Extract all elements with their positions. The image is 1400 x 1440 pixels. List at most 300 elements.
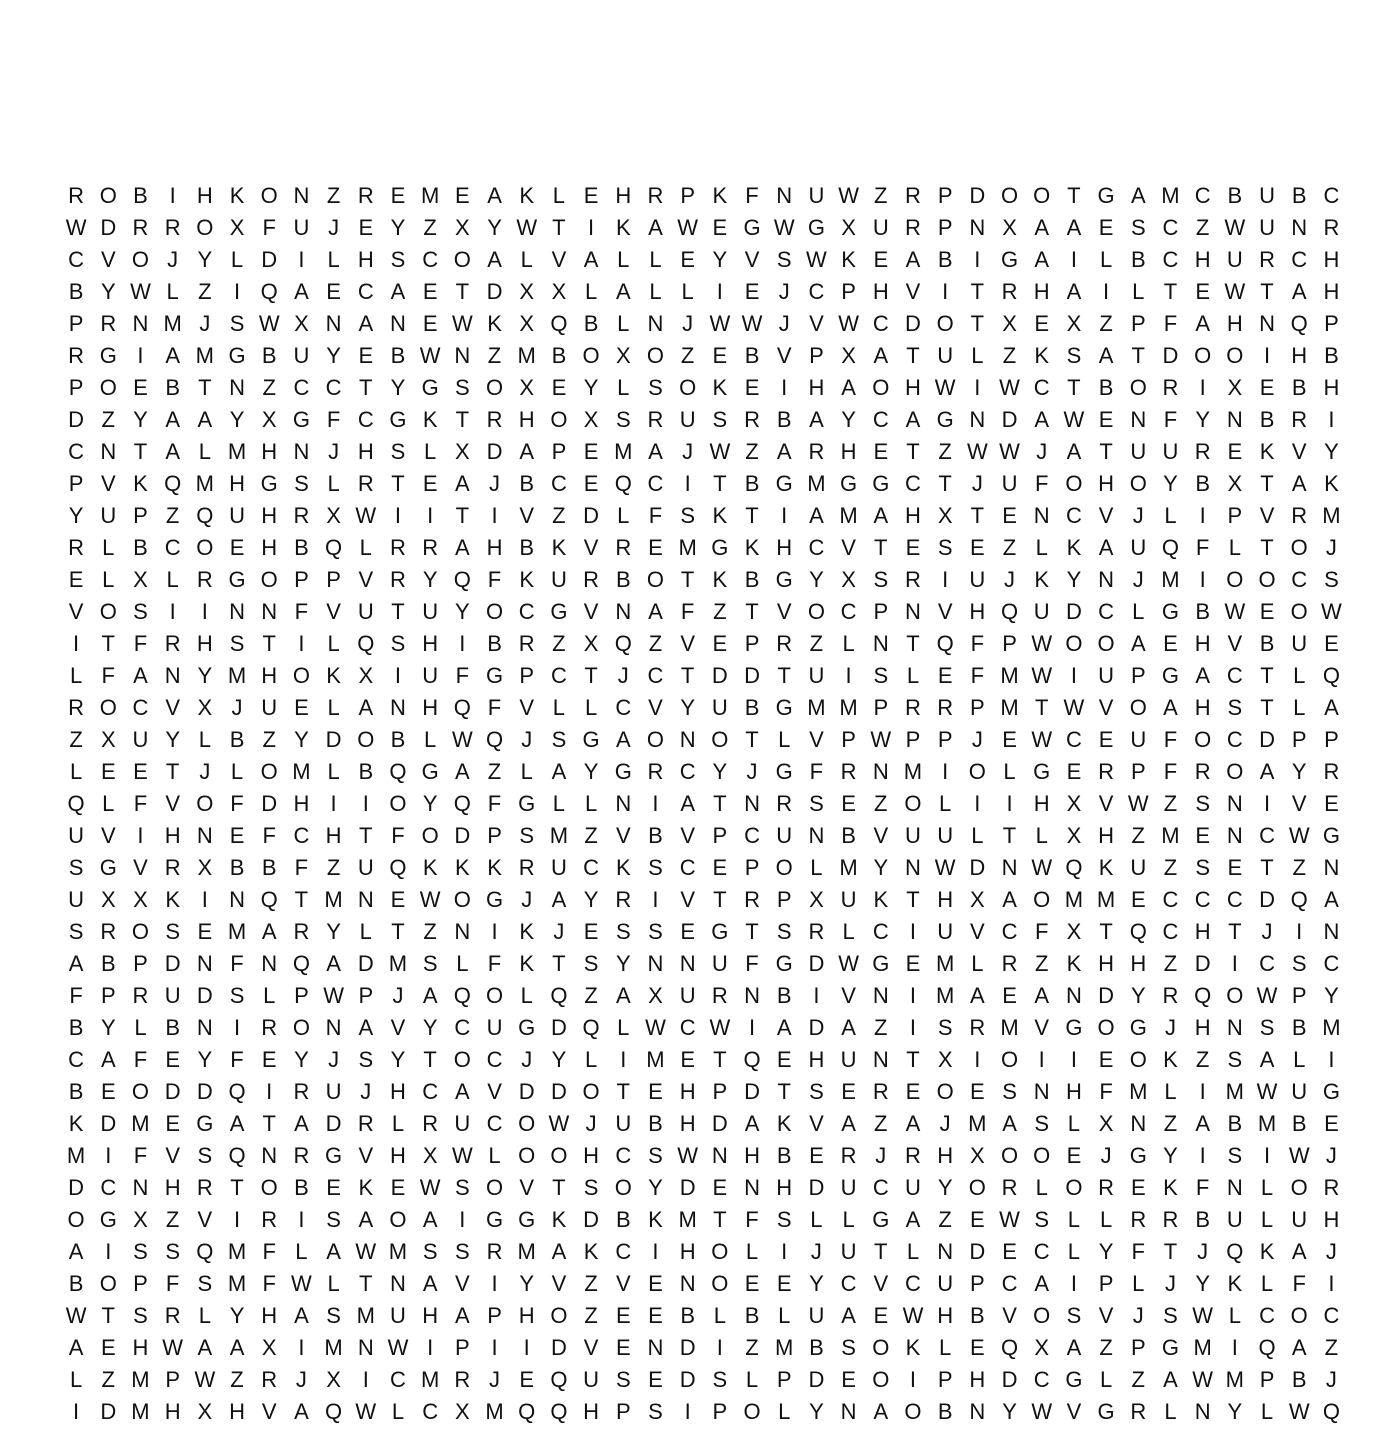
grid-letter[interactable]: A xyxy=(1066,215,1082,240)
grid-letter[interactable]: Y xyxy=(100,279,116,304)
grid-letter[interactable]: A xyxy=(1002,887,1017,912)
grid-letter[interactable]: N xyxy=(229,887,245,912)
grid-letter[interactable]: R xyxy=(647,759,664,784)
grid-letter[interactable]: V xyxy=(615,1271,631,1296)
grid-letter[interactable]: O xyxy=(260,567,278,592)
grid-letter[interactable]: W xyxy=(355,1399,377,1424)
grid-letter[interactable]: T xyxy=(262,631,276,656)
grid-letter[interactable]: E xyxy=(809,1143,824,1168)
grid-letter[interactable]: R xyxy=(293,503,310,528)
grid-letter[interactable]: H xyxy=(1291,343,1308,368)
grid-letter[interactable]: I xyxy=(1328,1271,1335,1296)
grid-letter[interactable]: W xyxy=(1256,1079,1278,1104)
grid-letter[interactable]: B xyxy=(294,535,309,560)
grid-letter[interactable]: O xyxy=(485,983,504,1008)
grid-letter[interactable]: E xyxy=(680,919,695,944)
grid-letter[interactable]: S xyxy=(615,407,631,432)
grid-letter[interactable]: Z xyxy=(552,631,566,656)
grid-letter[interactable]: A xyxy=(229,1111,245,1136)
grid-letter[interactable]: H xyxy=(261,439,278,464)
grid-letter[interactable]: Z xyxy=(874,1111,888,1136)
grid-letter[interactable]: Y xyxy=(133,407,148,432)
grid-letter[interactable]: Z xyxy=(874,183,888,208)
grid-letter[interactable]: R xyxy=(872,1079,889,1104)
grid-letter[interactable]: T xyxy=(970,279,985,304)
grid-letter[interactable]: E xyxy=(841,1079,856,1104)
grid-letter[interactable]: O xyxy=(550,1143,568,1168)
grid-letter[interactable]: C xyxy=(872,407,889,432)
grid-letter[interactable]: A xyxy=(165,439,180,464)
grid-letter[interactable]: A xyxy=(905,1207,921,1232)
grid-letter[interactable]: B xyxy=(68,1079,84,1104)
grid-letter[interactable]: U xyxy=(1291,1207,1308,1232)
grid-letter[interactable]: X xyxy=(1227,375,1243,400)
grid-letter[interactable]: J xyxy=(553,919,565,944)
grid-letter[interactable]: R xyxy=(615,535,632,560)
grid-letter[interactable]: S xyxy=(648,1399,663,1424)
grid-letter[interactable]: W xyxy=(1031,663,1053,688)
grid-letter[interactable]: G xyxy=(518,791,536,816)
grid-letter[interactable]: A xyxy=(1034,247,1050,272)
grid-letter[interactable]: P xyxy=(841,279,856,304)
grid-letter[interactable]: N xyxy=(1323,919,1340,944)
grid-letter[interactable]: R xyxy=(518,855,535,880)
grid-letter[interactable]: X xyxy=(841,343,856,368)
grid-letter[interactable]: R xyxy=(132,215,149,240)
grid-letter[interactable]: A xyxy=(294,1303,309,1328)
grid-letter[interactable]: K xyxy=(551,535,567,560)
grid-letter[interactable]: F xyxy=(69,983,83,1008)
grid-letter[interactable]: O xyxy=(485,599,504,624)
grid-letter[interactable]: A xyxy=(615,727,631,752)
grid-letter[interactable]: E xyxy=(1227,439,1243,464)
grid-letter[interactable]: W xyxy=(387,1335,409,1360)
grid-letter[interactable]: E xyxy=(358,343,374,368)
grid-letter[interactable]: K xyxy=(487,311,502,336)
grid-letter[interactable]: D xyxy=(325,1111,342,1136)
grid-letter[interactable]: L xyxy=(971,951,984,976)
grid-letter[interactable]: L xyxy=(230,247,244,272)
grid-letter[interactable]: U xyxy=(937,343,954,368)
grid-letter[interactable]: L xyxy=(1067,1207,1081,1232)
grid-letter[interactable]: B xyxy=(1195,471,1210,496)
grid-letter[interactable]: P xyxy=(133,1271,148,1296)
grid-letter[interactable]: E xyxy=(165,1111,180,1136)
grid-letter[interactable]: A xyxy=(197,407,213,432)
grid-letter[interactable]: P xyxy=(615,1399,631,1424)
grid-letter[interactable]: P xyxy=(1130,1335,1146,1360)
grid-letter[interactable]: X xyxy=(519,311,535,336)
grid-letter[interactable]: N xyxy=(196,1015,213,1040)
grid-letter[interactable]: R xyxy=(1162,983,1179,1008)
grid-letter[interactable]: M xyxy=(968,1111,987,1136)
grid-letter[interactable]: G xyxy=(807,215,825,240)
grid-letter[interactable]: U xyxy=(905,823,921,848)
grid-letter[interactable]: Z xyxy=(165,1207,180,1232)
grid-letter[interactable]: N xyxy=(1033,503,1050,528)
grid-letter[interactable]: B xyxy=(937,247,953,272)
grid-letter[interactable]: M xyxy=(195,471,214,496)
grid-letter[interactable]: C xyxy=(1259,823,1275,848)
grid-letter[interactable]: E xyxy=(1002,727,1017,752)
grid-letter[interactable]: H xyxy=(422,631,439,656)
grid-letter[interactable]: V xyxy=(326,599,341,624)
grid-letter[interactable]: S xyxy=(648,855,663,880)
grid-letter[interactable]: W xyxy=(65,215,87,240)
grid-letter[interactable]: X xyxy=(422,1143,438,1168)
grid-letter[interactable]: R xyxy=(840,759,857,784)
grid-letter[interactable]: E xyxy=(551,375,567,400)
grid-letter[interactable]: H xyxy=(1130,951,1147,976)
grid-letter[interactable]: R xyxy=(261,1207,278,1232)
grid-letter[interactable]: H xyxy=(583,1143,600,1168)
grid-letter[interactable]: Z xyxy=(423,215,437,240)
grid-letter[interactable]: Y xyxy=(294,1047,309,1072)
grid-letter[interactable]: L xyxy=(745,1239,759,1264)
grid-letter[interactable]: I xyxy=(394,663,402,688)
grid-letter[interactable]: L xyxy=(424,727,437,752)
grid-letter[interactable]: D xyxy=(486,279,503,304)
grid-letter[interactable]: X xyxy=(358,663,374,688)
grid-letter[interactable]: L xyxy=(327,695,340,720)
grid-letter[interactable]: O xyxy=(131,1079,150,1104)
grid-letter[interactable]: O xyxy=(292,1015,310,1040)
grid-letter[interactable]: I xyxy=(684,471,691,496)
grid-letter[interactable]: N xyxy=(390,1271,406,1296)
grid-letter[interactable]: O xyxy=(131,919,150,944)
grid-letter[interactable]: Z xyxy=(198,279,212,304)
grid-letter[interactable]: L xyxy=(906,663,920,688)
grid-letter[interactable]: H xyxy=(422,695,439,720)
grid-letter[interactable]: U xyxy=(422,599,439,624)
grid-letter[interactable]: V xyxy=(680,823,695,848)
grid-letter[interactable]: P xyxy=(1130,663,1146,688)
grid-letter[interactable]: C xyxy=(68,1047,85,1072)
grid-letter[interactable]: S xyxy=(809,1079,824,1104)
grid-letter[interactable]: O xyxy=(679,375,697,400)
grid-letter[interactable]: K xyxy=(873,887,889,912)
grid-letter[interactable]: L xyxy=(584,1047,598,1072)
grid-letter[interactable]: Y xyxy=(1324,439,1339,464)
grid-letter[interactable]: E xyxy=(390,183,406,208)
grid-letter[interactable]: I xyxy=(1038,1047,1045,1072)
grid-letter[interactable]: H xyxy=(969,1367,986,1392)
grid-letter[interactable]: K xyxy=(358,1175,374,1200)
grid-letter[interactable]: I xyxy=(813,983,820,1008)
grid-letter[interactable]: R xyxy=(905,215,921,240)
grid-letter[interactable]: Y xyxy=(551,1047,567,1072)
grid-letter[interactable]: R xyxy=(164,855,181,880)
grid-letter[interactable]: X xyxy=(970,887,985,912)
grid-letter[interactable]: F xyxy=(1195,1175,1210,1200)
grid-letter[interactable]: D xyxy=(905,311,921,336)
grid-letter[interactable]: Y xyxy=(1163,471,1178,496)
grid-letter[interactable]: G xyxy=(325,1143,343,1168)
grid-letter[interactable]: Z xyxy=(262,375,276,400)
grid-letter[interactable]: Y xyxy=(390,215,406,240)
grid-letter[interactable]: C xyxy=(1162,887,1179,912)
grid-letter[interactable]: E xyxy=(326,279,341,304)
grid-letter[interactable]: D xyxy=(679,1367,696,1392)
grid-letter[interactable]: B xyxy=(261,855,277,880)
grid-letter[interactable]: Z xyxy=(584,1271,598,1296)
grid-letter[interactable]: R xyxy=(1259,247,1275,272)
grid-letter[interactable]: M xyxy=(1193,1335,1212,1360)
grid-letter[interactable]: H xyxy=(293,791,310,816)
grid-letter[interactable]: L xyxy=(1164,1079,1177,1104)
grid-letter[interactable]: U xyxy=(293,343,310,368)
grid-letter[interactable]: K xyxy=(1259,439,1275,464)
grid-letter[interactable]: G xyxy=(1097,183,1115,208)
grid-letter[interactable]: A xyxy=(905,247,921,272)
grid-letter[interactable]: Q xyxy=(614,471,632,496)
grid-letter[interactable]: Z xyxy=(1002,343,1017,368)
grid-letter[interactable]: M xyxy=(1161,823,1180,848)
grid-letter[interactable]: E xyxy=(905,1079,921,1104)
grid-letter[interactable]: S xyxy=(1227,1143,1243,1168)
grid-letter[interactable]: Z xyxy=(487,343,502,368)
grid-letter[interactable]: M xyxy=(1129,1079,1148,1104)
grid-letter[interactable]: Q xyxy=(1322,1399,1340,1424)
grid-letter[interactable]: R xyxy=(905,695,921,720)
grid-letter[interactable]: L xyxy=(230,759,244,784)
grid-letter[interactable]: B xyxy=(229,855,245,880)
grid-letter[interactable]: W xyxy=(451,1143,473,1168)
grid-letter[interactable]: K xyxy=(229,183,245,208)
grid-letter[interactable]: T xyxy=(455,279,470,304)
grid-letter[interactable]: O xyxy=(711,1239,729,1264)
grid-letter[interactable]: J xyxy=(231,695,243,720)
grid-letter[interactable]: R xyxy=(68,183,85,208)
grid-letter[interactable]: L xyxy=(1132,1271,1145,1296)
grid-letter[interactable]: T xyxy=(906,631,920,656)
grid-letter[interactable]: L xyxy=(1293,1047,1306,1072)
grid-letter[interactable]: G xyxy=(1129,1015,1147,1040)
grid-letter[interactable]: U xyxy=(840,1239,857,1264)
grid-letter[interactable]: G xyxy=(1322,1079,1340,1104)
grid-letter[interactable]: I xyxy=(427,503,434,528)
grid-letter[interactable]: Q xyxy=(325,535,343,560)
grid-letter[interactable]: E xyxy=(648,1079,663,1104)
grid-letter[interactable]: B xyxy=(261,343,277,368)
grid-letter[interactable]: G xyxy=(775,951,793,976)
grid-letter[interactable]: R xyxy=(1098,1175,1115,1200)
grid-letter[interactable]: I xyxy=(1199,1079,1206,1104)
grid-letter[interactable]: L xyxy=(1132,599,1145,624)
grid-letter[interactable]: I xyxy=(137,823,144,848)
grid-letter[interactable]: Q xyxy=(1322,663,1340,688)
grid-letter[interactable]: B xyxy=(390,343,406,368)
grid-letter[interactable]: T xyxy=(198,375,212,400)
grid-letter[interactable]: R xyxy=(1001,1175,1018,1200)
grid-letter[interactable]: T xyxy=(359,1271,373,1296)
grid-letter[interactable]: M xyxy=(839,503,858,528)
grid-letter[interactable]: A xyxy=(583,247,599,272)
grid-letter[interactable]: R xyxy=(357,183,374,208)
grid-letter[interactable]: E xyxy=(712,1175,728,1200)
grid-letter[interactable]: C xyxy=(422,247,439,272)
grid-letter[interactable]: L xyxy=(69,759,83,784)
grid-letter[interactable]: G xyxy=(1097,1399,1115,1424)
grid-letter[interactable]: O xyxy=(196,535,214,560)
grid-letter[interactable]: H xyxy=(1065,1079,1082,1104)
grid-letter[interactable]: C xyxy=(325,375,342,400)
grid-letter[interactable]: M xyxy=(775,1335,794,1360)
grid-letter[interactable]: C xyxy=(808,535,825,560)
grid-letter[interactable]: W xyxy=(1224,215,1246,240)
grid-letter[interactable]: B xyxy=(1195,599,1210,624)
grid-letter[interactable]: G xyxy=(614,759,632,784)
grid-letter[interactable]: L xyxy=(1260,1271,1274,1296)
grid-letter[interactable]: O xyxy=(99,695,117,720)
grid-letter[interactable]: L xyxy=(327,759,340,784)
grid-letter[interactable]: C xyxy=(1065,727,1082,752)
grid-letter[interactable]: S xyxy=(615,919,631,944)
grid-letter[interactable]: O xyxy=(904,1399,922,1424)
grid-letter[interactable]: S xyxy=(68,919,84,944)
grid-letter[interactable]: P xyxy=(873,695,889,720)
grid-letter[interactable]: D xyxy=(100,215,117,240)
grid-letter[interactable]: Y xyxy=(809,567,824,592)
grid-letter[interactable]: V xyxy=(197,1207,213,1232)
grid-letter[interactable]: C xyxy=(422,1079,439,1104)
grid-letter[interactable]: C xyxy=(164,535,181,560)
grid-letter[interactable]: M xyxy=(356,1303,375,1328)
grid-letter[interactable]: G xyxy=(518,1015,536,1040)
grid-letter[interactable]: M xyxy=(195,343,214,368)
grid-letter[interactable]: U xyxy=(1226,1207,1243,1232)
grid-letter[interactable]: I xyxy=(942,279,949,304)
grid-letter[interactable]: S xyxy=(680,503,695,528)
grid-letter[interactable]: Q xyxy=(1129,919,1147,944)
grid-letter[interactable]: A xyxy=(1324,695,1339,720)
grid-letter[interactable]: I xyxy=(652,887,659,912)
grid-letter[interactable]: K xyxy=(519,567,535,592)
grid-letter[interactable]: B xyxy=(970,1303,985,1328)
grid-letter[interactable]: Z xyxy=(165,503,180,528)
grid-letter[interactable]: A xyxy=(390,279,406,304)
grid-letter[interactable]: I xyxy=(974,375,981,400)
grid-letter[interactable]: X xyxy=(1066,919,1082,944)
grid-letter[interactable]: C xyxy=(872,919,889,944)
grid-letter[interactable]: S xyxy=(519,823,535,848)
grid-letter[interactable]: I xyxy=(523,1335,530,1360)
grid-letter[interactable]: E xyxy=(905,535,921,560)
grid-letter[interactable]: O xyxy=(196,791,214,816)
grid-letter[interactable]: E xyxy=(100,759,116,784)
grid-letter[interactable]: J xyxy=(1325,1239,1337,1264)
grid-letter[interactable]: H xyxy=(808,375,825,400)
grid-letter[interactable]: V xyxy=(809,1111,824,1136)
grid-letter[interactable]: T xyxy=(1131,343,1145,368)
grid-letter[interactable]: A xyxy=(1324,887,1339,912)
grid-letter[interactable]: L xyxy=(810,1207,823,1232)
grid-letter[interactable]: O xyxy=(99,1271,117,1296)
grid-letter[interactable]: I xyxy=(942,567,949,592)
grid-letter[interactable]: E xyxy=(1324,631,1339,656)
grid-letter[interactable]: D xyxy=(68,407,85,432)
grid-letter[interactable]: W xyxy=(1063,407,1085,432)
grid-letter[interactable]: L xyxy=(166,279,179,304)
grid-letter[interactable]: I xyxy=(716,1335,723,1360)
grid-letter[interactable]: U xyxy=(261,695,278,720)
grid-letter[interactable]: R xyxy=(486,407,503,432)
grid-letter[interactable]: E xyxy=(519,1367,535,1392)
grid-letter[interactable]: I xyxy=(1263,1143,1271,1168)
grid-letter[interactable]: J xyxy=(1164,1271,1176,1296)
grid-letter[interactable]: E xyxy=(841,791,856,816)
grid-letter[interactable]: Y xyxy=(1195,407,1210,432)
grid-letter[interactable]: Y xyxy=(937,1175,953,1200)
grid-letter[interactable]: X xyxy=(1066,311,1082,336)
grid-letter[interactable]: W xyxy=(419,1175,441,1200)
grid-letter[interactable]: M xyxy=(420,183,440,208)
grid-letter[interactable]: A xyxy=(165,407,180,432)
grid-letter[interactable]: V xyxy=(551,1271,567,1296)
grid-letter[interactable]: C xyxy=(293,375,310,400)
grid-letter[interactable]: A xyxy=(100,1047,116,1072)
grid-letter[interactable]: W xyxy=(65,1303,87,1328)
grid-letter[interactable]: Y xyxy=(680,695,695,720)
grid-letter[interactable]: T xyxy=(1260,855,1274,880)
grid-letter[interactable]: N xyxy=(1033,1079,1050,1104)
grid-letter[interactable]: Y xyxy=(390,1047,406,1072)
grid-letter[interactable]: E xyxy=(744,375,760,400)
grid-letter[interactable]: G xyxy=(1000,247,1019,272)
grid-letter[interactable]: X xyxy=(197,855,213,880)
grid-letter[interactable]: V xyxy=(68,599,84,624)
grid-letter[interactable]: O xyxy=(1000,1143,1019,1168)
grid-letter[interactable]: E xyxy=(583,919,599,944)
grid-letter[interactable]: P xyxy=(133,951,148,976)
grid-letter[interactable]: P xyxy=(358,983,374,1008)
grid-letter[interactable]: O xyxy=(872,375,890,400)
grid-letter[interactable]: J xyxy=(1100,1143,1112,1168)
grid-letter[interactable]: C xyxy=(454,1015,471,1040)
grid-letter[interactable]: R xyxy=(1291,503,1308,528)
grid-letter[interactable]: E xyxy=(1002,1239,1017,1264)
grid-letter[interactable]: H xyxy=(261,1303,278,1328)
grid-letter[interactable]: V xyxy=(133,855,148,880)
grid-letter[interactable]: U xyxy=(937,823,954,848)
grid-letter[interactable]: Z xyxy=(230,1367,244,1392)
grid-letter[interactable]: A xyxy=(165,343,180,368)
grid-letter[interactable]: H xyxy=(357,439,374,464)
grid-letter[interactable]: O xyxy=(1194,727,1212,752)
grid-letter[interactable]: D xyxy=(68,1175,85,1200)
grid-letter[interactable]: P xyxy=(100,983,116,1008)
grid-letter[interactable]: W xyxy=(934,855,956,880)
grid-letter[interactable]: X xyxy=(1034,1335,1050,1360)
grid-letter[interactable]: L xyxy=(198,439,211,464)
grid-letter[interactable]: N xyxy=(969,407,986,432)
grid-letter[interactable]: B xyxy=(1291,1015,1307,1040)
grid-letter[interactable]: I xyxy=(1006,791,1013,816)
grid-letter[interactable]: M xyxy=(1000,663,1019,688)
grid-letter[interactable]: C xyxy=(1162,247,1179,272)
grid-letter[interactable]: X xyxy=(197,695,213,720)
grid-letter[interactable]: E xyxy=(648,535,663,560)
grid-letter[interactable]: F xyxy=(1099,1079,1113,1104)
grid-letter[interactable]: W xyxy=(1031,727,1053,752)
grid-letter[interactable]: Z xyxy=(552,503,566,528)
grid-letter[interactable]: B xyxy=(615,567,631,592)
grid-letter[interactable]: C xyxy=(647,663,664,688)
grid-letter[interactable]: Z xyxy=(326,855,341,880)
grid-letter[interactable]: I xyxy=(652,1239,659,1264)
grid-letter[interactable]: D xyxy=(808,1175,825,1200)
grid-letter[interactable]: L xyxy=(359,919,372,944)
